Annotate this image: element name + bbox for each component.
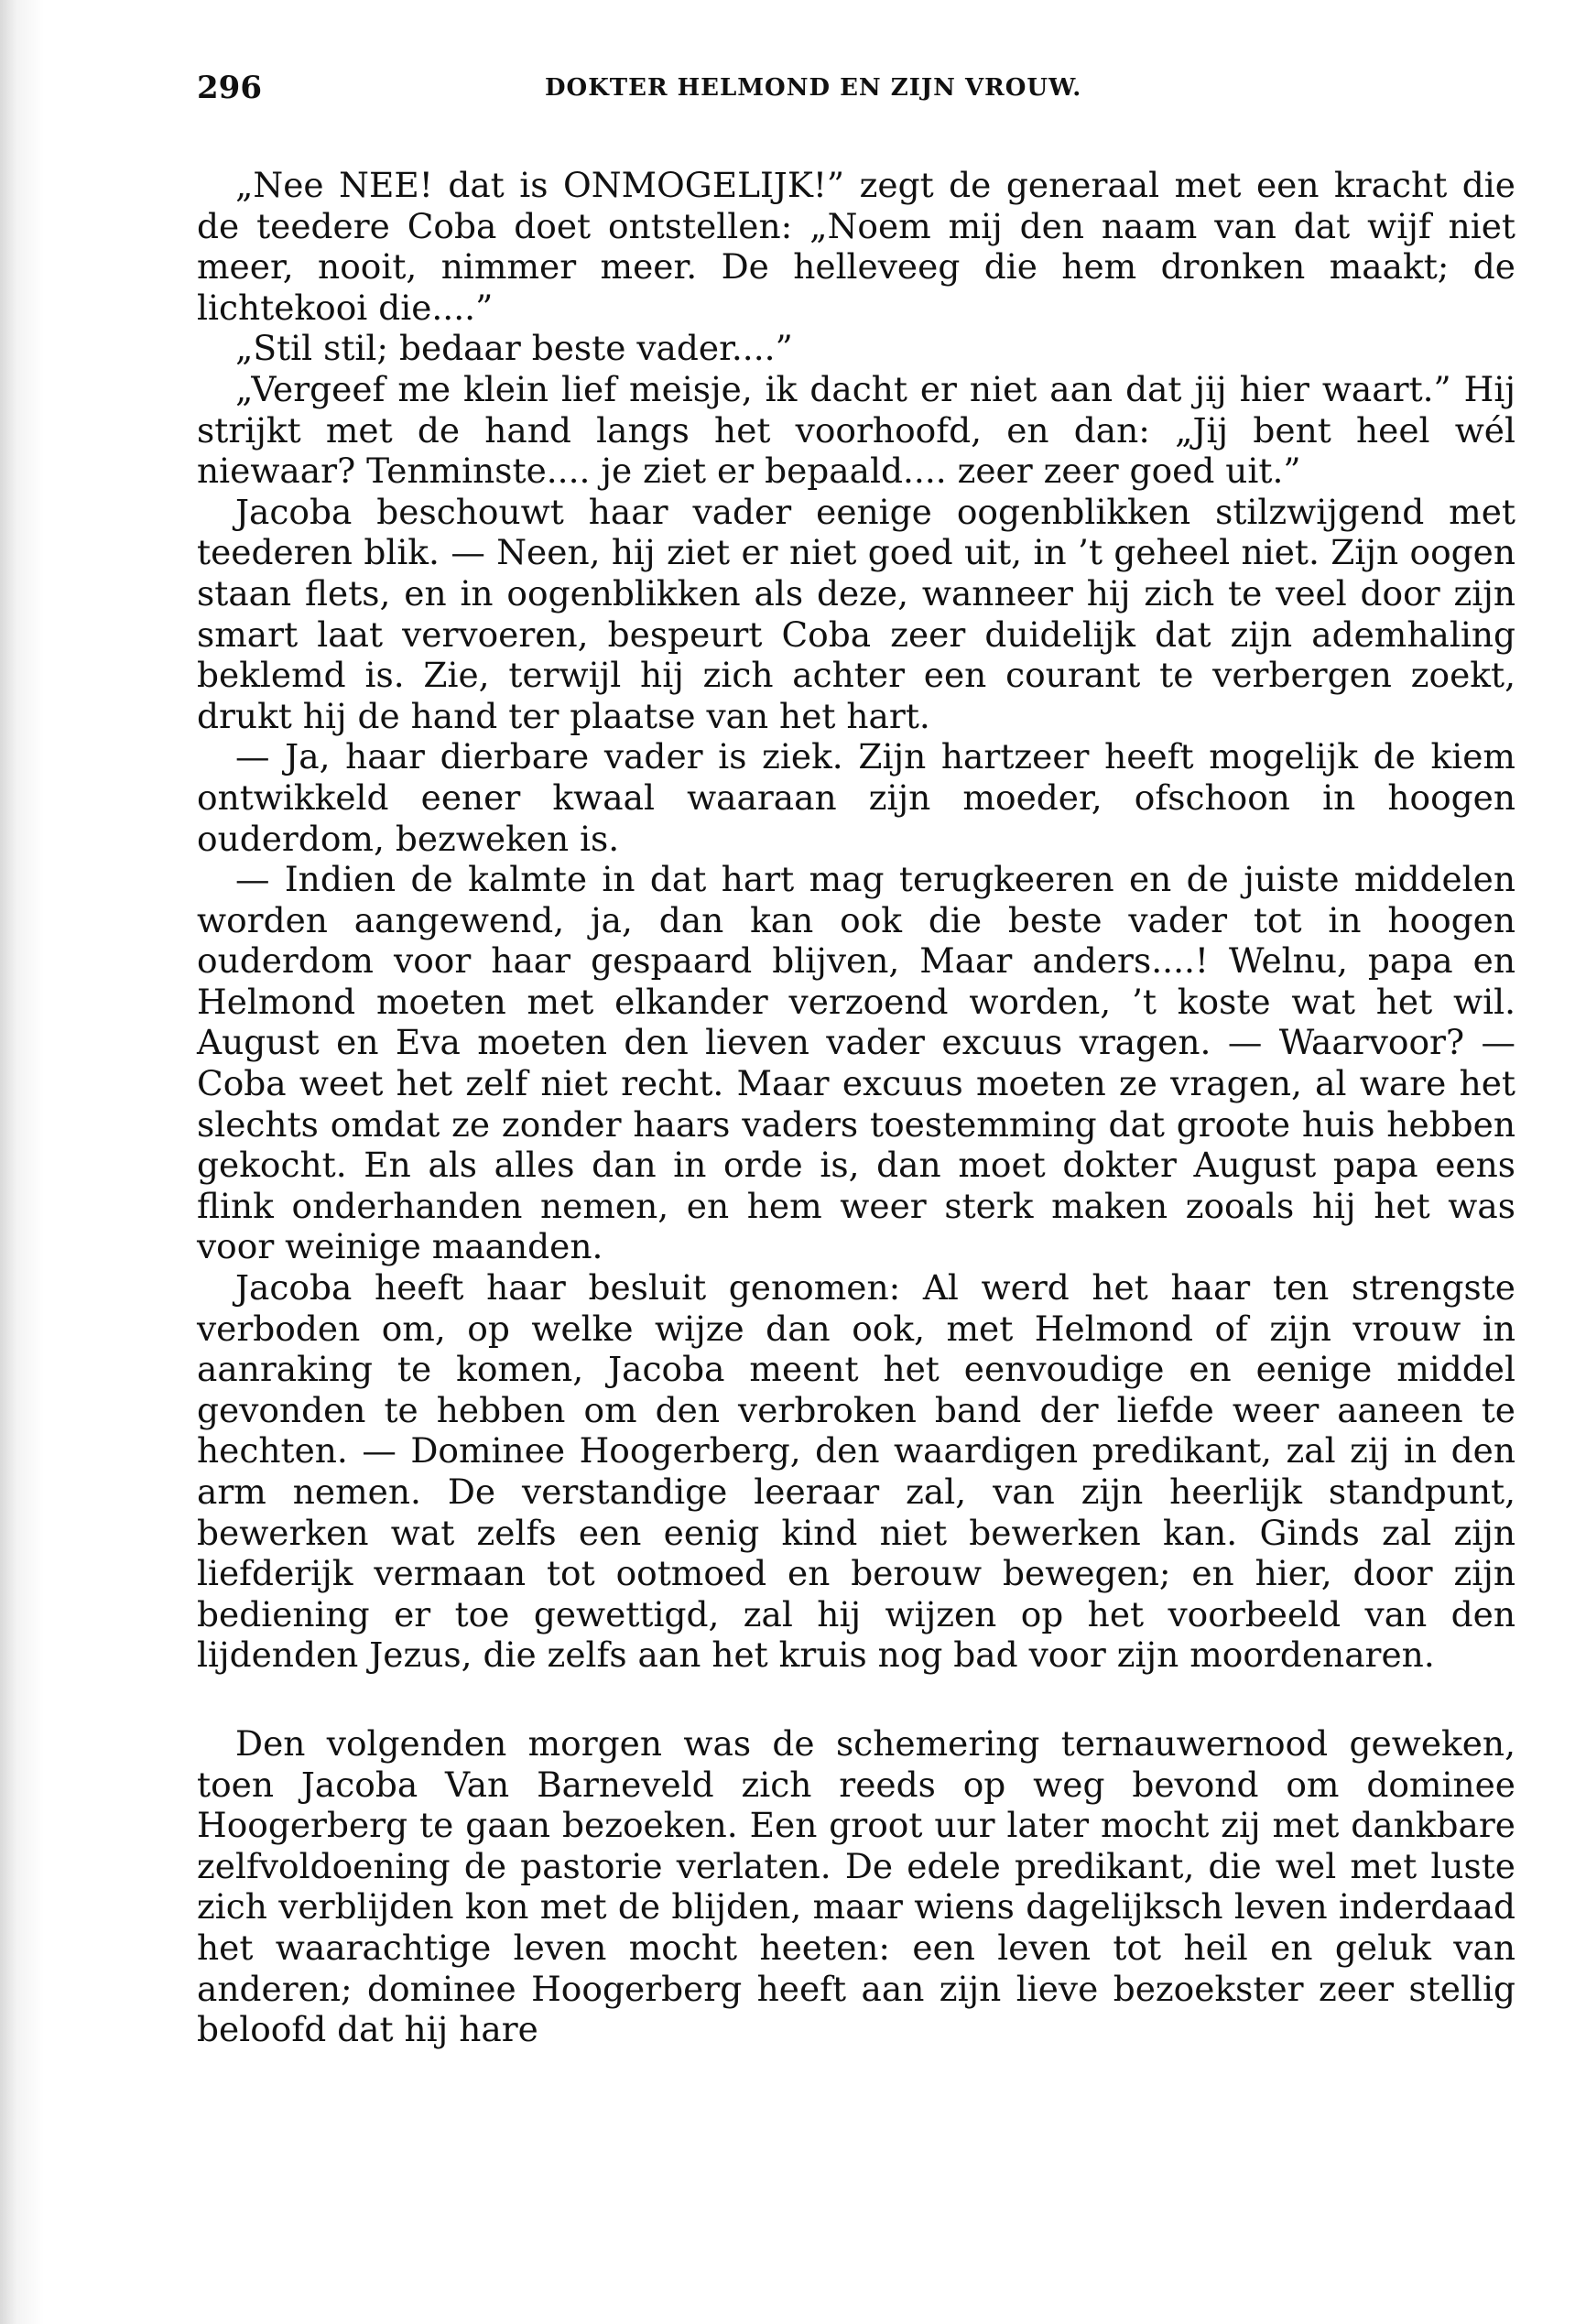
- paragraph-6: — Indien de kalmte in dat hart mag terugkeeren en de juiste middelen worden aangewend, ja, dan kan ook die beste vader tot in hoogen ouderdom voor haar gespaard blijven, Maar anders....! Welnu, papa en Helmond moeten met elkander verzoend worden, ’t koste wat het wil. August en Eva moeten den lieven vader excuus vragen. — Waarvoor? — Coba weet het zelf niet recht. Maar excuus moeten ze vragen, al ware het slechts omdat ze zonder haars vaders toestemming dat groote huis hebben gekocht. En als alles dan in orde is, dan moet dokter August papa eens flink onderhanden nemen, en hem weer sterk maken zooals hij het was voor weinige maanden.: [197, 859, 1515, 1267]
- body-text: [197, 165, 1515, 2050]
- page-number: 296: [197, 70, 262, 106]
- running-title: DOKTER HELMOND EN ZIJN VROUW.: [545, 74, 1082, 102]
- paragraph-4: Jacoba beschouwt haar vader eenige oogenblikken stilzwijgend met teederen blik. — Neen, hij ziet er niet goed uit, in ’t geheel niet. Zijn oogen staan flets, en in oogenblikken als deze, wanneer hij zich te veel door zijn smart laat vervoeren, bespeurt Coba zeer duidelijk dat zijn ademhaling beklemd is. Zie, terwijl hij zich achter een courant te verbergen zoekt, drukt hij de hand ter plaatse van het hart.: [197, 491, 1515, 736]
- paragraph-5: — Ja, haar dierbare vader is ziek. Zijn hartzeer heeft mogelijk de kiem ontwikkeld eener kwaal waaraan zijn moeder, ofschoon in hoogen ouderdom, bezweken is.: [197, 736, 1515, 859]
- section-break: [197, 1676, 1515, 1723]
- paragraph-7: Jacoba heeft haar besluit genomen: Al werd het haar ten strengste verboden om, op welke wijze dan ook, met Helmond of zijn vrouw in aanraking te komen, Jacoba meent het eenvoudige en eenige middel gevonden te hebben om den verbroken band der liefde weer aaneen te hechten. — Dominee Hoogerberg, den waardigen predikant, zal zij in den arm nemen. De verstandige leeraar zal, van zijn heerlijk standpunt, bewerken wat zelfs een eenig kind niet bewerken kan. Ginds zal zijn liefderijk vermaan tot ootmoed en berouw bewegen; en hier, door zijn bediening er toe gewettigd, zal hij wijzen op het voorbeeld van den lijdenden Jezus, die zelfs aan het kruis nog bad voor zijn moordenaren.: [197, 1267, 1515, 1676]
- page-header: [197, 60, 1515, 115]
- paragraph-3: „Vergeef me klein lief meisje, ik dacht er niet aan dat jij hier waart.” Hij strijkt met de hand langs het voorhoofd, en dan: „Jij bent heel wél niewaar? Tenminste.... je ziet er bepaald.... zeer zeer goed uit.”: [197, 368, 1515, 492]
- paragraph-8: Den volgenden morgen was de schemering ternauwernood geweken, toen Jacoba Van Barneveld zich reeds op weg bevond om dominee Hoogerberg te gaan bezoeken. Een groot uur later mocht zij met dankbare zelfvoldoening de pastorie verlaten. De edele predikant, die wel met luste zich verblijden kon met de blijden, maar wiens dagelijksch leven inderdaad het waarachtige leven mocht heeten: een leven tot heil en geluk van anderen; dominee Hoogerberg heeft aan zijn lieve bezoekster zeer stellig beloofd dat hij hare: [197, 1722, 1515, 2050]
- page-gutter-shadow: [0, 0, 44, 2324]
- paragraph-1: „Nee NEE! dat is ONMOGELIJK!” zegt de generaal met een kracht die de teedere Coba doet ontstellen: „Noem mij den naam van dat wijf niet meer, nooit, nimmer meer. De helleveeg die hem dronken maakt; de lichtekooi die....”: [197, 165, 1515, 328]
- paragraph-2: „Stil stil; bedaar beste vader....”: [235, 328, 793, 369]
